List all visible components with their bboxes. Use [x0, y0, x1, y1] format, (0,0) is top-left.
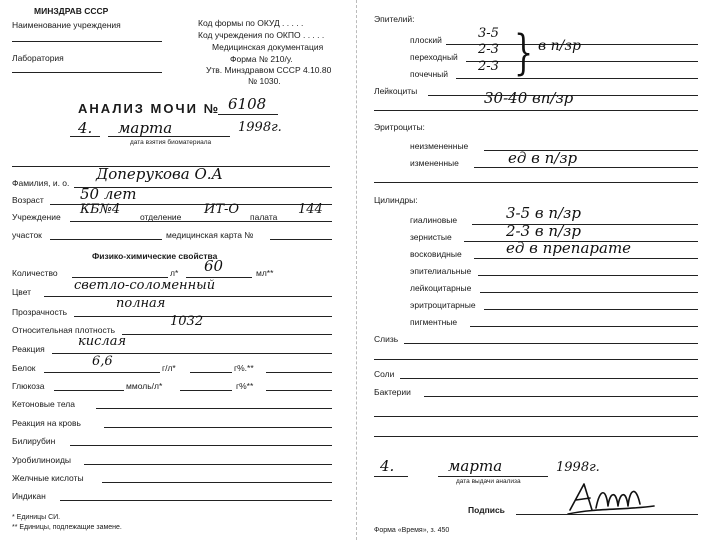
issue-date-year: 1998г.	[556, 460, 600, 475]
protein-unit-2: г%.**	[234, 363, 254, 373]
erythrocytes-label: Эритроциты:	[374, 122, 425, 132]
epithelial-casts-label: эпителиальные	[410, 266, 472, 276]
reaction-label: Реакция	[12, 344, 45, 354]
mucus-line	[404, 343, 698, 344]
granular-casts-label: зернистые	[410, 232, 452, 242]
changed-erythrocytes-line	[474, 167, 698, 168]
bacteria-line-3	[374, 436, 698, 437]
leukocytic-casts-label: лейкоцитарные	[410, 283, 472, 293]
glucose-unit-1: ммоль/л*	[126, 381, 163, 391]
mucus-line-2	[374, 359, 698, 360]
leukocytes-label: Лейкоциты	[374, 86, 418, 96]
waxy-casts-line	[474, 258, 698, 259]
analysis-number-line	[218, 114, 278, 115]
approval-note: Утв. Минздравом СССР 4.10.80	[206, 65, 332, 75]
ketone-label: Кетоновые тела	[12, 399, 75, 409]
granular-casts-value: 2-3 в п/зр	[506, 222, 581, 240]
footnote-replaced-units: ** Единицы, подлежащие замене.	[12, 524, 122, 531]
waxy-casts-value: ед в препарате	[506, 239, 632, 257]
clarity-label: Прозрачность	[12, 307, 68, 317]
collection-date-day: 4.	[78, 119, 93, 137]
salts-label: Соли	[374, 369, 395, 379]
ketone-line	[96, 408, 332, 409]
institution2-value: КБ№4	[80, 202, 121, 217]
pigmented-casts-label: пигментные	[410, 317, 458, 327]
institution-label: Наименование учреждения	[12, 20, 121, 30]
bilirubin-line	[70, 445, 332, 446]
epithelial-casts-line	[478, 275, 698, 276]
doctor-signature	[566, 478, 656, 518]
changed-erythrocytes-label: измененные	[410, 158, 459, 168]
blood-reaction-label: Реакция на кровь	[12, 418, 81, 428]
color-label: Цвет	[12, 287, 32, 297]
collection-date-month: марта	[118, 119, 173, 137]
quantity-unit-1: л*	[170, 268, 179, 278]
quantity-label: Количество	[12, 268, 58, 278]
transitional-epithelium-label: переходный	[410, 52, 458, 62]
bacteria-line	[424, 396, 698, 397]
okud-code: Код формы по ОКУД . . . . .	[198, 18, 304, 28]
renal-epithelium-value: 2-3	[478, 59, 499, 74]
medical-doc-label: Медицинская документация	[212, 42, 324, 52]
erythrocytic-casts-label: эритроцитарные	[410, 300, 476, 310]
district-label: участок	[12, 230, 42, 240]
leukocytes-line-2	[374, 110, 698, 111]
collection-date-caption: дата взятия биоматериала	[130, 139, 212, 146]
department-label: отделение	[140, 212, 182, 222]
ministry-header: МИНЗДРАВ СССР	[34, 6, 109, 16]
hyaline-casts-value: 3-5 в п/зр	[506, 204, 581, 222]
hyaline-casts-label: гиалиновые	[410, 215, 458, 225]
erythrocytic-casts-line	[484, 309, 698, 310]
analysis-number: 6108	[228, 95, 267, 113]
glucose-line-3	[266, 390, 332, 391]
date-day-line	[70, 136, 100, 137]
date-month-line	[108, 136, 230, 137]
age-label: Возраст	[12, 195, 44, 205]
urobilinoids-line	[84, 464, 332, 465]
transitional-epithelium-value: 2-3	[478, 42, 499, 57]
form-footer: Форма «Время», з. 450	[374, 527, 450, 534]
issue-month-line	[438, 476, 548, 477]
density-value: 1032	[170, 314, 204, 329]
protein-value: 6,6	[92, 354, 113, 369]
clarity-value: полная	[116, 296, 166, 311]
signature-label: Подпись	[468, 505, 505, 515]
bilirubin-label: Билирубин	[12, 436, 56, 446]
changed-erythrocytes-value: ед в п/зр	[508, 149, 578, 167]
pigmented-casts-line	[470, 326, 698, 327]
department-value: ИТ-О	[204, 202, 240, 217]
transitional-epithelium-line	[466, 61, 698, 62]
bacteria-label: Бактерии	[374, 387, 411, 397]
signature-line	[516, 514, 698, 515]
issue-date-month: марта	[448, 457, 503, 475]
issue-date-day: 4.	[380, 457, 395, 475]
epithelium-label: Эпителий:	[374, 14, 415, 24]
card-number-line	[270, 239, 332, 240]
salts-line	[400, 378, 698, 379]
renal-epithelium-label: почечный	[410, 69, 448, 79]
protein-line-3	[266, 372, 332, 373]
district-line	[50, 239, 162, 240]
glucose-unit-2: г%**	[236, 381, 254, 391]
issue-date-caption: дата выдачи анализа	[456, 478, 521, 485]
urobilinoids-label: Уробилиноиды	[12, 455, 72, 465]
collection-date-year: 1998г.	[238, 120, 282, 135]
quantity-value: 60	[204, 257, 224, 275]
physchem-title: Физико-химические свойства	[92, 251, 218, 261]
indican-label: Индикан	[12, 491, 46, 501]
casts-label: Цилиндры:	[374, 195, 418, 205]
quantity-unit-2: мл**	[256, 268, 274, 278]
color-line	[44, 296, 332, 297]
laboratory-label: Лаборатория	[12, 53, 64, 63]
epithelium-unit: в п/зр	[538, 38, 581, 54]
form-number: Форма № 210/у.	[230, 54, 293, 64]
unchanged-erythrocytes-label: неизмененные	[410, 141, 469, 151]
density-label: Относительная плотность	[12, 325, 116, 335]
protein-line-2	[190, 372, 232, 373]
institution-line	[12, 41, 162, 42]
order-number: № 1030.	[248, 76, 281, 86]
leukocytes-line	[428, 95, 698, 96]
institution2-label: Учреждение	[12, 212, 61, 222]
epithelium-brace: }	[514, 25, 534, 82]
reaction-value: кислая	[78, 334, 127, 349]
renal-epithelium-line	[456, 78, 698, 79]
protein-line-1	[44, 372, 160, 373]
institution2-line	[70, 221, 332, 222]
name-label: Фамилия, и. о.	[12, 178, 70, 188]
analysis-title: АНАЛИЗ МОЧИ №	[78, 101, 221, 116]
leukocytes-value: 30-40 вп/зр	[484, 89, 574, 107]
patient-age: 50 лет	[80, 185, 137, 203]
waxy-casts-label: восковидные	[410, 249, 462, 259]
density-line	[122, 334, 332, 335]
card-number-label: медицинская карта №	[166, 230, 254, 240]
bile-acids-label: Желчные кислоты	[12, 473, 84, 483]
glucose-line-2	[180, 390, 232, 391]
indican-line	[60, 500, 332, 501]
protein-unit-1: г/л*	[162, 363, 176, 373]
ward-value: 144	[298, 202, 323, 217]
okpo-code: Код учреждения по ОКПО . . . . .	[198, 30, 325, 40]
laboratory-line	[12, 72, 162, 73]
leukocytic-casts-line	[480, 292, 698, 293]
blood-reaction-line	[104, 427, 332, 428]
flat-epithelium-value: 3-5	[478, 26, 499, 41]
glucose-line-1	[54, 390, 124, 391]
footnote-si-units: * Единицы СИ.	[12, 514, 61, 521]
flat-epithelium-label: плоский	[410, 35, 442, 45]
protein-label: Белок	[12, 363, 36, 373]
mucus-label: Слизь	[374, 334, 399, 344]
page-fold-divider	[356, 0, 357, 540]
color-value: светло-соломенный	[74, 278, 216, 293]
bacteria-line-2	[374, 416, 698, 417]
bile-acids-line	[102, 482, 332, 483]
ward-label: палата	[250, 212, 278, 222]
patient-name: Доперукова О.А	[96, 165, 223, 183]
erythrocytes-line-2	[374, 182, 698, 183]
issue-day-line	[374, 476, 408, 477]
glucose-label: Глюкоза	[12, 381, 45, 391]
